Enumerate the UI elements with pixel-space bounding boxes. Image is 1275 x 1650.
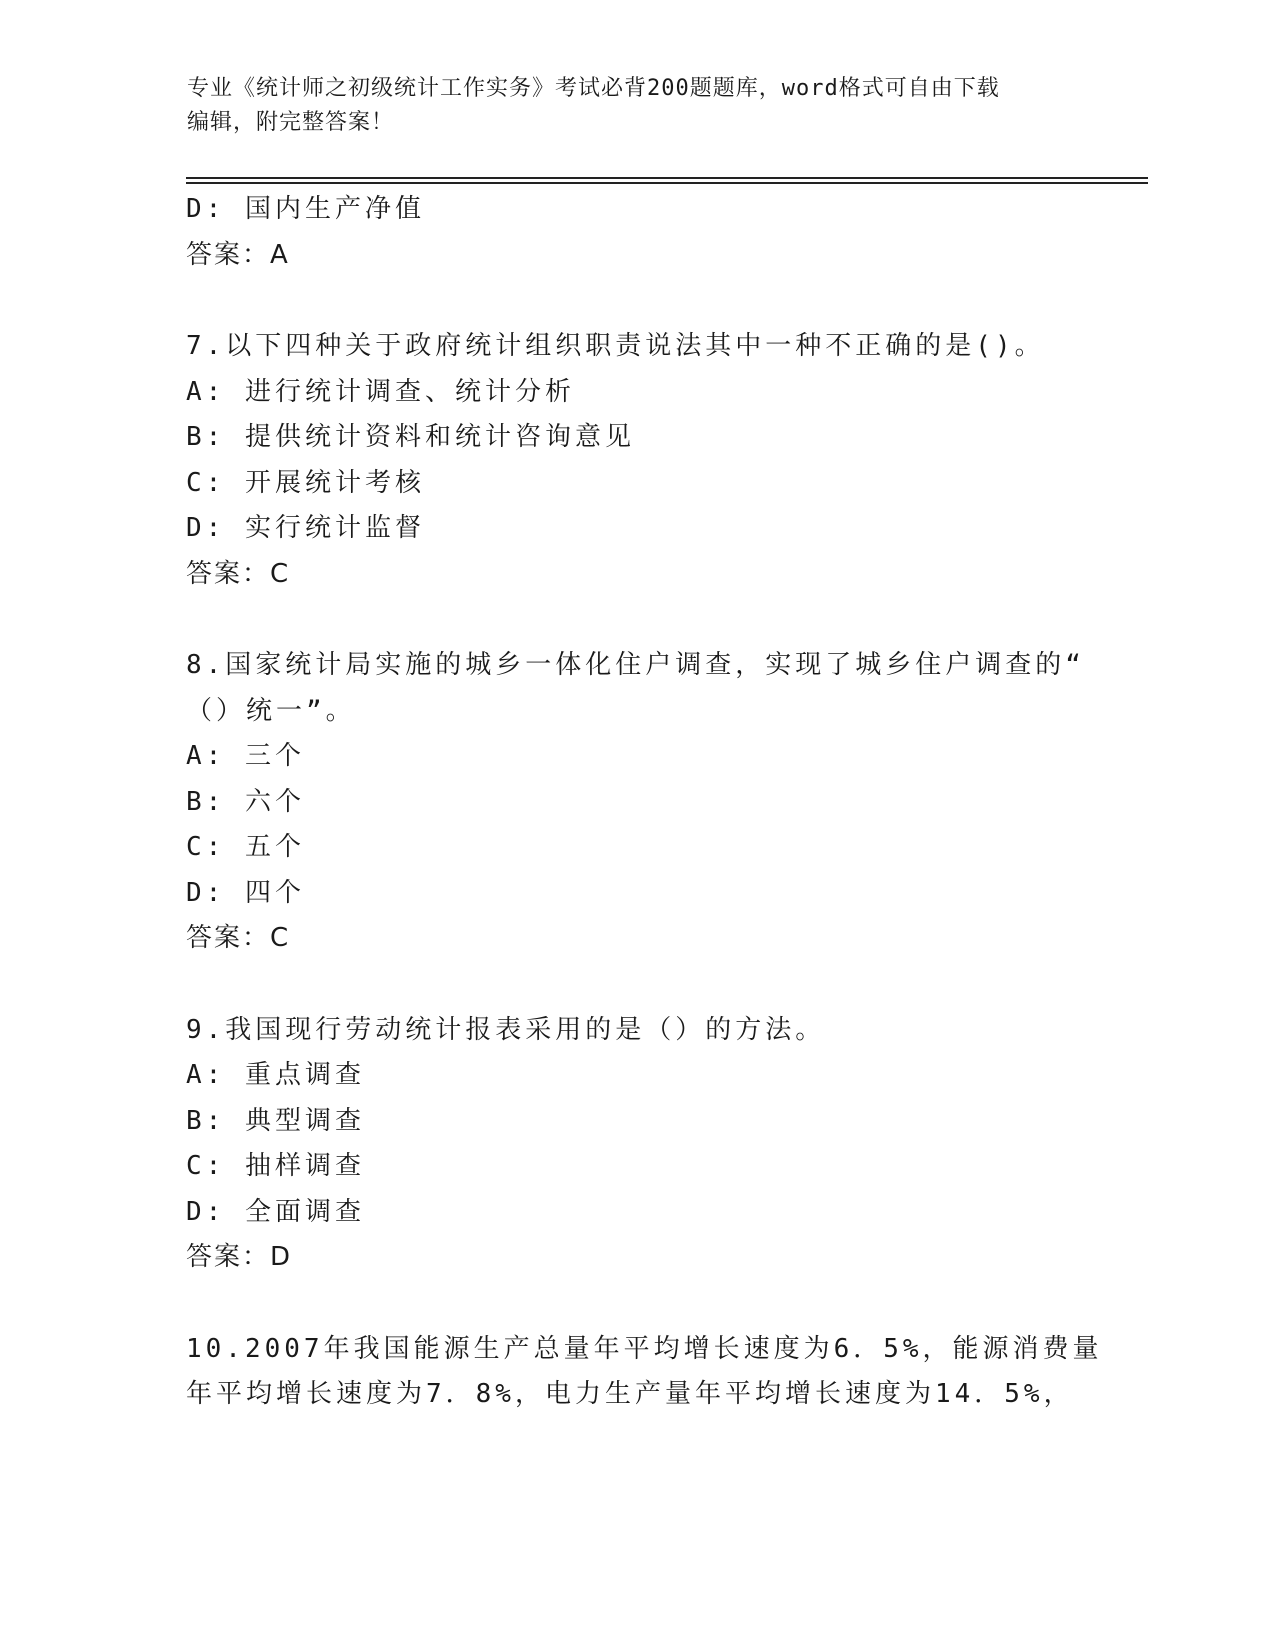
question-text-continued: 年平均增长速度为7．8%，电力生产量年平均增长速度为14．5%， bbox=[186, 1379, 1074, 1409]
answer-line: 答案：C bbox=[186, 923, 291, 953]
option-a: A: 三个 bbox=[186, 741, 305, 771]
option-c: C: 开展统计考核 bbox=[186, 467, 425, 498]
option-b: B: 六个 bbox=[186, 786, 305, 817]
option-c: C: 抽样调查 bbox=[186, 1151, 365, 1181]
answer-line: 答案：D bbox=[186, 1242, 293, 1272]
spacer bbox=[186, 962, 1086, 1008]
spacer bbox=[186, 597, 1086, 643]
header-line-1: 专业《统计师之初级统计工作实务》考试必背200题题库，word格式可自由下载 bbox=[187, 76, 1000, 101]
option-b: B: 典型调查 bbox=[186, 1105, 365, 1136]
question-text: 7.以下四种关于政府统计组织职责说法其中一种不正确的是()。 bbox=[186, 331, 1045, 361]
question-text: 9.我国现行劳动统计报表采用的是（）的方法。 bbox=[186, 1014, 826, 1045]
option-d: D: 四个 bbox=[186, 877, 305, 908]
option-d: D: 国内生产净值 bbox=[186, 194, 425, 224]
header-divider-top bbox=[186, 177, 1148, 179]
option-a: A: 进行统计调查、统计分析 bbox=[186, 376, 575, 407]
spacer bbox=[186, 278, 1086, 324]
question-text: 8.国家统计局实施的城乡一体化住户调查，实现了城乡住户调查的“ bbox=[186, 650, 1085, 680]
answer-line: 答案：C bbox=[186, 558, 291, 589]
option-c: C: 五个 bbox=[186, 832, 305, 862]
question-text: 10.2007年我国能源生产总量年平均增长速度为6．5%，能源消费量 bbox=[186, 1333, 1103, 1364]
question-8 bbox=[186, 643, 1086, 962]
option-b: B: 提供统计资料和统计咨询意见 bbox=[186, 422, 635, 452]
option-d: D: 全面调查 bbox=[186, 1196, 365, 1227]
option-a: A: 重点调查 bbox=[186, 1060, 365, 1090]
header-line-2: 编辑，附完整答案！ bbox=[187, 110, 395, 135]
question-9 bbox=[186, 1008, 1086, 1281]
header-divider-bottom bbox=[186, 182, 1148, 184]
answer-line: 答案：A bbox=[186, 239, 290, 270]
question-10 bbox=[186, 1327, 1103, 1418]
option-d: D: 实行统计监督 bbox=[186, 513, 425, 543]
document-header bbox=[187, 72, 1067, 140]
document-body bbox=[186, 187, 1103, 1418]
question-7 bbox=[186, 324, 1086, 597]
spacer bbox=[186, 1281, 1086, 1327]
question-text-continued: （）统一”。 bbox=[186, 695, 356, 726]
